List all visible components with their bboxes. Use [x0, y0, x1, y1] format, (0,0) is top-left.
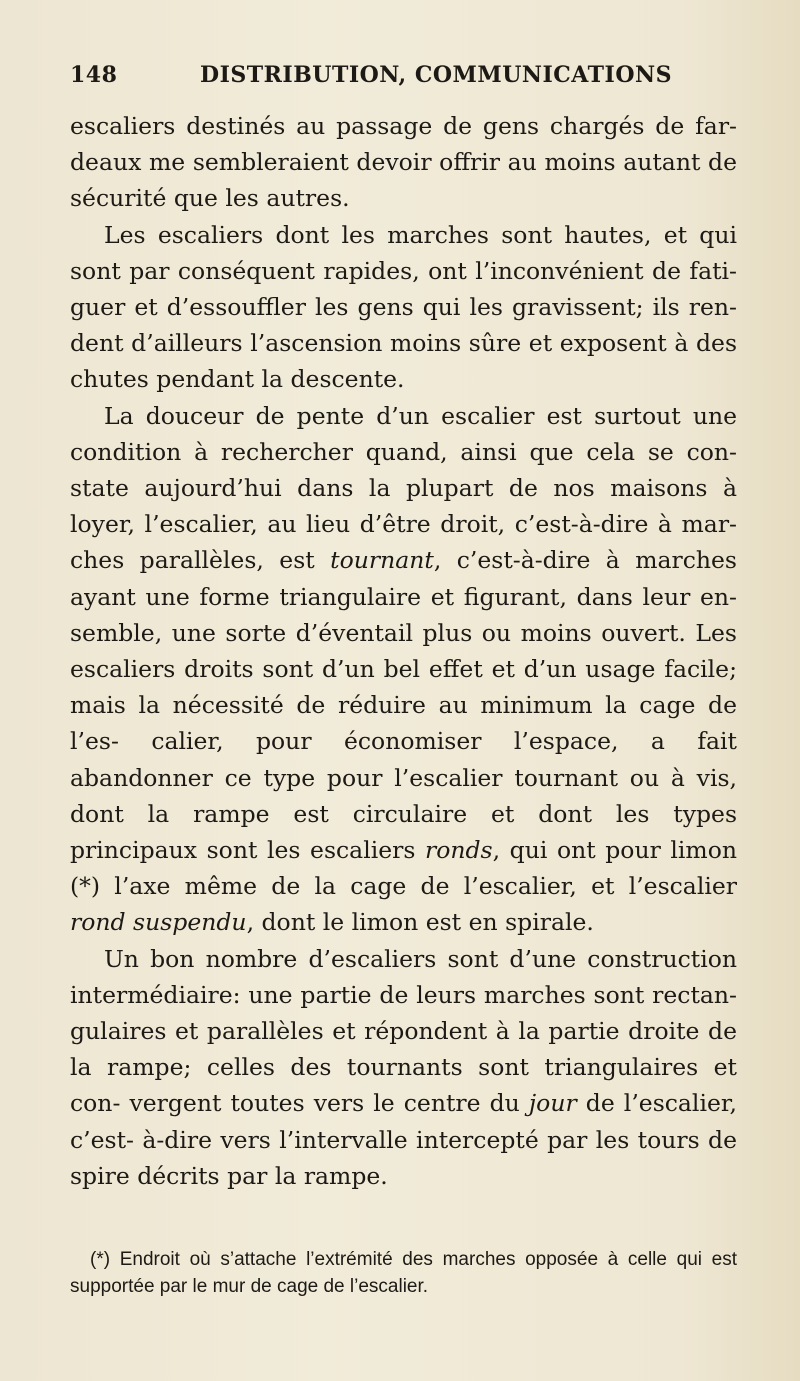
paragraph-4-text-a: Un bon nombre d’escaliers sont d’une construction intermédiaire: une partie de leurs marches sont rectan- gulaires et parallèles et répondent à la partie droite de la rampe; celles des tournants sont triangulaires et con- vergent toutes vers le centre du	[70, 944, 737, 1118]
footnote	[70, 1246, 737, 1300]
term-jour: jour	[528, 1089, 577, 1118]
page-number: 148	[70, 62, 118, 88]
term-ronds: ronds	[425, 836, 493, 865]
page-header	[70, 62, 740, 102]
footnote-text: (*) Endroit où s’attache l’extrémité des marches opposée à celle qui est supportée par le mur de cage de l’escalier.	[70, 1249, 737, 1297]
paragraph-3	[70, 398, 737, 941]
paragraph-2: Les escaliers dont les marches sont hautes, et qui sont par conséquent rapides, ont l’inconvénient de fati- guer et d’essouffler les gens qui les gravissent; ils ren- dent d’ailleurs l’ascension moins sûre et exposent à des chutes pendant la descente.	[70, 220, 737, 394]
term-tournant: tournant	[330, 546, 434, 575]
term-rond-suspendu: rond suspendu	[70, 908, 247, 937]
paragraph-4-text-c: de l’escalier, c’est- à-dire vers l’intervalle intercepté par les tours de spire décrits par la rampe.	[70, 1089, 737, 1190]
body-text	[70, 108, 737, 1194]
paragraph-3-text-g: , dont le limon est en spirale.	[246, 908, 594, 937]
paragraph-3-text-a: La douceur de pente d’un escalier est surtout une condition à rechercher quand, ainsi que cela se con- state aujourd’hui dans la plupart de nos maisons à loyer, l’escalier, au lieu d’être droit, c’est-à-dire à mar- ches parallèles, est	[70, 401, 737, 575]
paragraph-4	[70, 941, 737, 1194]
paragraph-1: escaliers destinés au passage de gens chargés de far- deaux me sembleraient devoir offrir au moins autant de sécurité que les autres.	[70, 112, 737, 213]
paragraph-3-text-e: , qui ont pour limon (*) l’axe même de la cage de l’escalier, et l’escalier	[70, 836, 737, 901]
paragraph-3-text-c: , c’est-à-dire à marches ayant une forme triangulaire et figurant, dans leur en- semble, une sorte d’éventail plus ou moins ouvert. Les escaliers droits sont d’un bel effet et d’un usage facile; mais la nécessité de réduire au minimum la cage de l’es- calier, pour économiser l’espace, a fait abandonner ce type pour l’escalier tournant ou à vis, dont la rampe est circulaire et dont les types principaux sont les escaliers	[70, 546, 737, 865]
running-head: DISTRIBUTION, COMMUNICATIONS	[200, 62, 672, 88]
